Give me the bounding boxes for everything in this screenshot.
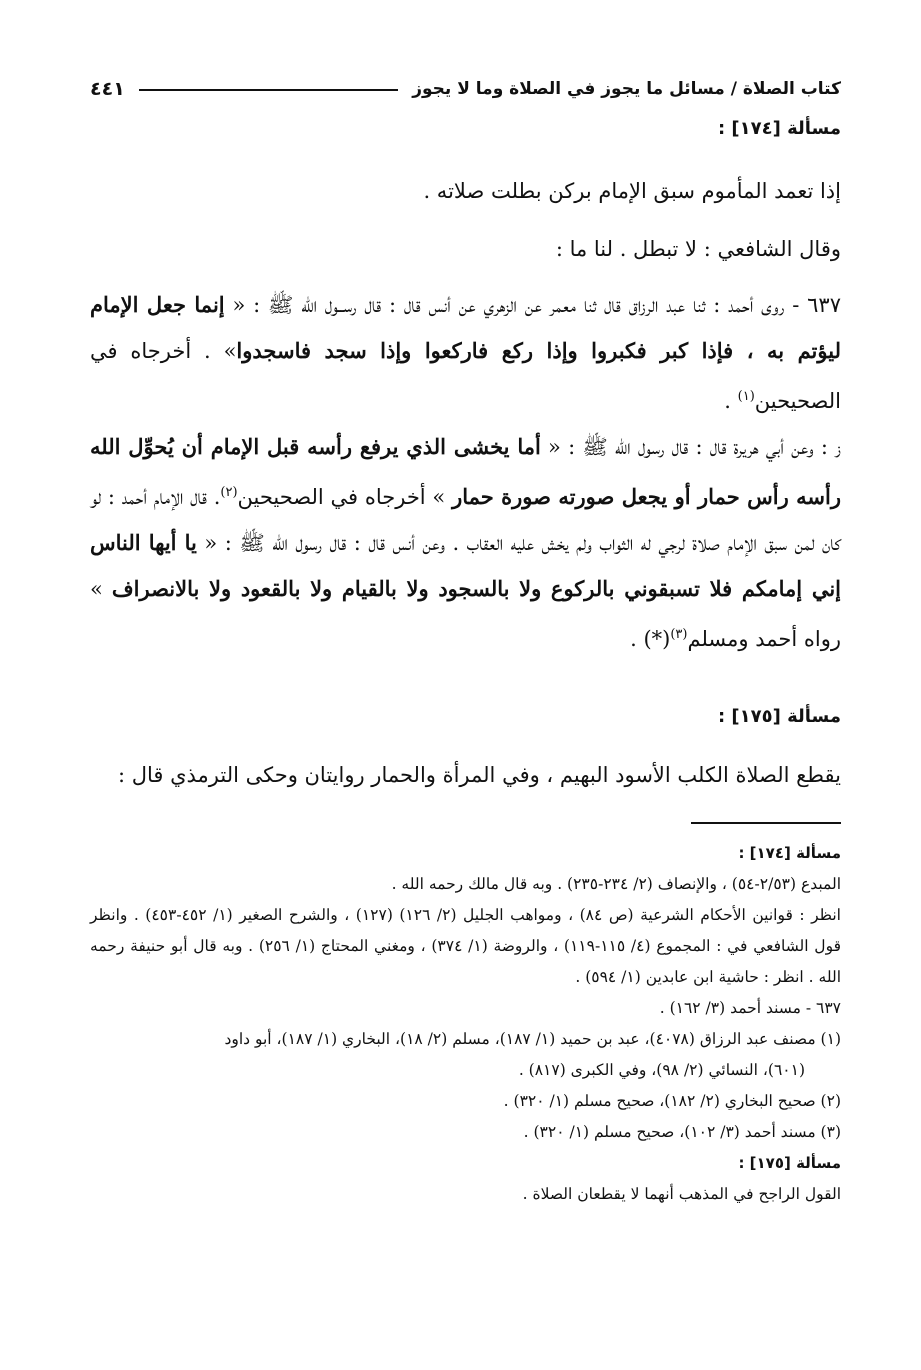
hadith-637-source: » . أخرجاه في الصحيحين <box>90 339 841 413</box>
fn-issue-174-heading: مسألة [١٧٤] : <box>738 844 841 862</box>
footnote-ref-1: (١) <box>737 389 755 404</box>
page-number: ٤٤١ <box>90 78 125 100</box>
hadith-637-isnad: ٦٣٧ - روى أحمد : ثنا عبد الرزاق قال ثنا معمر عن الزهري عن أنس قال : قال رســول الله ﷺ : « <box>224 293 841 317</box>
footnote-2: (٢) صحيح البخاري (٢/ ١٨٢)، صحيح مسلم (١/ ٣٢٠) . <box>503 1092 841 1110</box>
footnote-separator <box>691 822 841 824</box>
footnotes <box>90 838 841 1210</box>
footnote-1: (١) مصنف عبد الرزاق (٤٠٧٨)، عبد بن حميد (١/ ١٨٧)، مسلم (٢/ ١٨)، البخاري (١/ ١٨٧)، أبو داود <box>224 1030 841 1048</box>
fn-issue-174-line-2: انظر : قوانين الأحكام الشرعية (ص ٨٤) ، ومواهب الجليل (٢/ ١٢٦) (١٢٧) ، والشرح الصغير (١/ ٤٥٢-٤٥٣) . وانظر قول الشافعي في : المجموع (٤/ ١١٥-١١٩) ، والروضة (١/ ٣٧٤) ، ومغني المحتاج (١/ ٢٥٦) . وبه قال أبو حنيفة رحمه الله . انظر : حاشية ابن عابدين (١/ ٥٩٤) . <box>90 906 841 986</box>
header-rule <box>139 89 398 91</box>
issue-174-ruling <box>90 168 841 214</box>
anas-matn: يا أيها الناس إني إمامكم فلا تسبقوني بالركوع ولا بالسجود ولا بالقيام ولا بالقعود ولا بالانصراف <box>90 530 841 601</box>
footnote-1-cont: (٦٠١)، النسائي (٢/ ٩٨)، وفي الكبرى (٨١٧) . <box>518 1061 805 1079</box>
issue-175-heading: مسألة [١٧٥] : <box>717 706 841 727</box>
hadith-637 <box>90 282 841 424</box>
hadith-637-matn: إنما جعل الإمام ليؤتم به ، فإذا كبر فكبروا وإذا ركع فاركعوا وإذا سجد فاسجدوا <box>90 292 841 363</box>
addition-paragraph <box>90 424 841 662</box>
footnote-ref-2: (٢) <box>220 485 238 500</box>
fn-issue-175-heading: مسألة [١٧٥] : <box>738 1154 841 1172</box>
running-title: كتاب الصلاة / مسائل ما يجوز في الصلاة وما لا يجوز <box>412 79 841 99</box>
abu-hurayra-isnad: ز : وعن أبي هريرة قال : قال رسول الله ﷺ : « <box>540 435 841 459</box>
fn-hadith-637: ٦٣٧ - مسند أحمد (٣/ ١٦٢) . <box>659 999 841 1017</box>
abu-hurayra-source: » أخرجاه في الصحيحين <box>237 485 453 509</box>
issue-175-ruling: يقطع الصلاة الكلب الأسود البهيم ، وفي المرأة والحمار روايتان وحكى الترمذي قال : <box>117 763 841 787</box>
anas-source: » رواه أحمد ومسلم <box>90 577 841 651</box>
fn-issue-174-line-1: المبدع (٢/٥٣-٥٤) ، والإنصاف (٢/ ٢٣٤-٢٣٥) . وبه قال مالك رحمه الله . <box>391 875 841 893</box>
issue-174-heading: مسألة [١٧٤] : <box>717 118 841 139</box>
addition-end: (*) . <box>630 627 671 651</box>
abu-hurayra-matn: أما يخشى الذي يرفع رأسه قبل الإمام أن يُحوِّل الله رأسه رأس حمار أو يجعل صورته صورة حمار <box>90 434 841 509</box>
footnote-ref-3: (٣) <box>670 627 688 642</box>
issue-175-text <box>90 752 841 798</box>
shafii-opinion <box>90 226 841 272</box>
fn-issue-175-line-1: القول الراجح في المذهب أنهما لا يقطعان الصلاة . <box>522 1185 841 1203</box>
footnote-3: (٣) مسند أحمد (٣/ ١٠٢)، صحيح مسلم (١/ ٣٢٠) . <box>523 1123 841 1141</box>
shafii-text: وقال الشافعي : لا تبطل . لنا ما : <box>555 237 841 261</box>
running-header <box>90 78 841 100</box>
ruling-text: إذا تعمد المأموم سبق الإمام بركن بطلت صلاته . <box>423 179 841 203</box>
hadith-637-end: . <box>724 389 738 413</box>
ahmad-comment-and-anas-isnad: . قال الإمام أحمد : لو كان لمن سبق الإمام صلاة لرجي له الثواب ولم يخش عليه العقاب . وعن أنس قال : قال رسول الله ﷺ : « <box>90 485 841 555</box>
